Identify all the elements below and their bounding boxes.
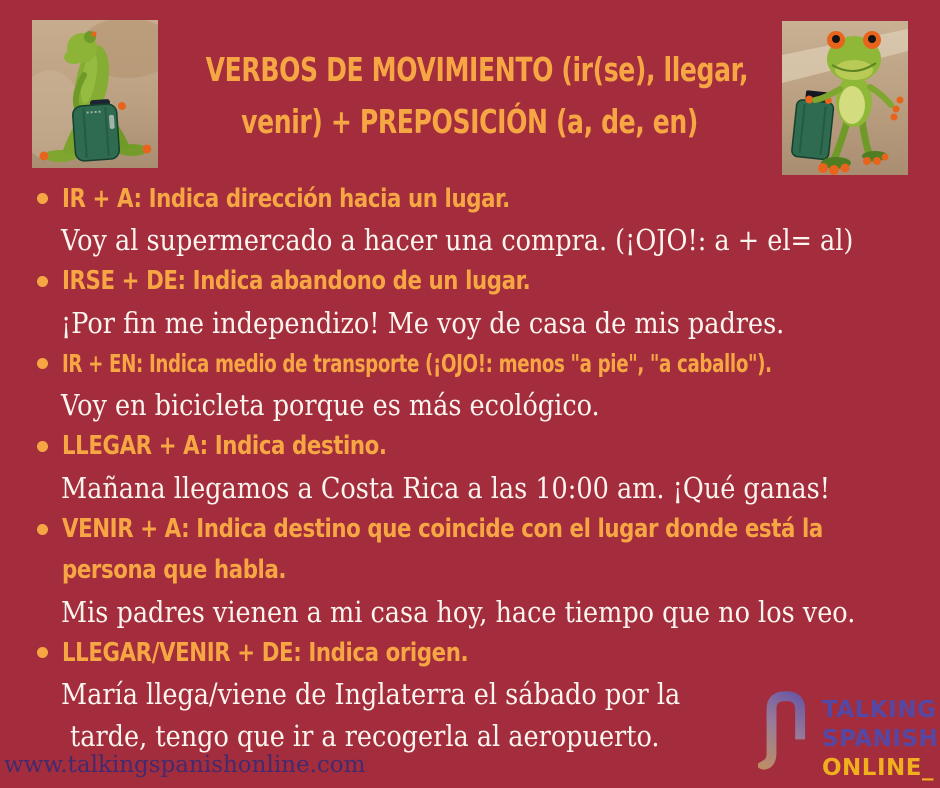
example-text: ¡Por fin me independizo! Me voy de casa de mis padres. xyxy=(61,305,785,340)
rule-text: LLEGAR + A: Indica destino. xyxy=(62,431,387,462)
example-irse-de xyxy=(30,302,936,343)
bullet-icon xyxy=(37,441,48,452)
talking-spanish-online-logo xyxy=(758,688,938,783)
example-text: Voy al supermercado a hacer una compra. (¡OJO!: a + el= al) xyxy=(61,222,854,257)
logo-word-spanish: SPANISH xyxy=(822,726,939,752)
logo-wordmark xyxy=(822,696,938,783)
bullet-icon xyxy=(37,276,48,287)
rule-llegar-venir-de xyxy=(30,632,936,673)
bullet-icon xyxy=(37,647,48,658)
rule-text: VENIR + A: Indica destino que coincide con el lugar donde está la xyxy=(62,514,823,545)
lesson-content xyxy=(30,178,939,756)
rule-text: LLEGAR/VENIR + DE: Indica origen. xyxy=(62,637,469,668)
page-title xyxy=(120,44,820,148)
example-text: Mis padres vienen a mi casa hoy, hace tiempo que no los veo. xyxy=(61,594,856,629)
logo-word-talking: TALKING xyxy=(822,697,937,723)
rule-irse-de xyxy=(30,261,936,302)
bullet-icon xyxy=(37,524,48,535)
example-llegar-a xyxy=(30,467,936,508)
example-text: Voy en bicicleta porque es más ecológico. xyxy=(61,388,600,423)
rule-text: IR + A: Indica dirección hacia un lugar. xyxy=(62,183,510,214)
example-venir-a xyxy=(30,591,936,632)
logo-word-online: ONLINE_ xyxy=(822,755,934,781)
rule-venir-a-cont xyxy=(30,550,936,591)
rule-text: IRSE + DE: Indica abandono de un lugar. xyxy=(62,266,531,297)
rule-ir-en xyxy=(30,343,936,384)
example-text: Mañana llegamos a Costa Rica a las 10:00 am. ¡Qué ganas! xyxy=(61,470,830,505)
bullet-icon xyxy=(37,358,48,369)
rule-ir-a xyxy=(30,178,936,219)
right-frog-photo xyxy=(782,21,908,175)
bullet-icon xyxy=(37,193,48,204)
example-text: tarde, tengo que ir a recogerla al aeropuerto. xyxy=(70,718,660,753)
enye-monogram-icon xyxy=(758,688,810,772)
example-ir-a xyxy=(30,219,936,260)
page-title-line1: VERBOS DE MOVIMIENTO (ir(se), llegar, xyxy=(205,50,749,89)
example-text: María llega/viene de Inglaterra el sábado por la xyxy=(61,677,681,712)
rule-llegar-a xyxy=(30,426,936,467)
rule-text: IR + EN: Indica medio de transporte (¡OJO!: menos "a pie", "a caballo"). xyxy=(62,349,772,379)
website-watermark: www.talkingspanishonline.com xyxy=(4,752,366,778)
rule-text: persona que habla. xyxy=(62,555,287,586)
example-ir-en xyxy=(30,384,936,425)
rule-venir-a xyxy=(30,508,936,549)
page-title-line2: venir) + PREPOSICIÓN (a, de, en) xyxy=(241,102,699,141)
